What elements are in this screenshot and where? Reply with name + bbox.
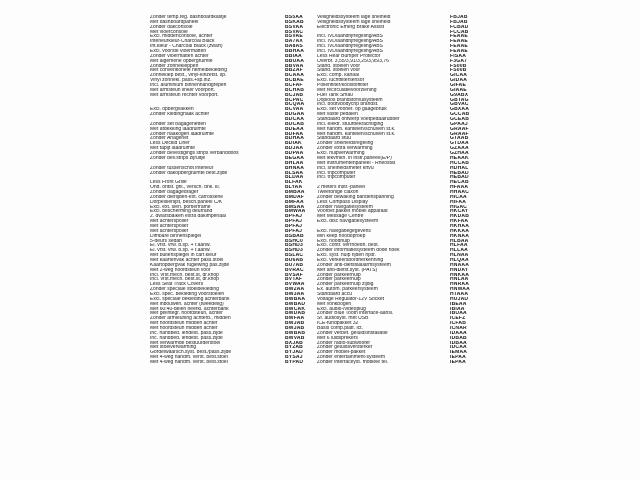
option-code-right: FCCAB — [450, 29, 469, 35]
option-code-right: HLBAA — [450, 238, 469, 244]
option-description-right: Excl. syst. hulp rijden rijstr. — [317, 253, 376, 258]
option-code-right: GIDAA — [450, 78, 468, 84]
option-description-left: Met tapijt laadruimte — [150, 146, 196, 152]
option-code-left: BCQAA — [285, 102, 305, 108]
option-code-right: HIFAA — [450, 199, 466, 205]
option-description-left: Zonder haakogen laadruimte — [150, 131, 214, 137]
option-code-left: BPFAJ — [285, 219, 303, 224]
option-description-right: Veiligheidssysteem lage snelheid — [317, 19, 391, 25]
option-code-left: BMSAA — [285, 204, 305, 210]
option-description-left: 5-deurs sedan — [150, 238, 182, 244]
option-code-right: HEBAD — [450, 170, 469, 176]
option-description-right: Tweetonige claxon — [317, 189, 359, 195]
option-code-right: HCCAB — [450, 160, 470, 166]
option-description-right: Excl. verkeersbordherkenning — [317, 257, 384, 263]
option-description-right: Zonder entertainment-systeem — [317, 355, 386, 361]
option-description-left: Met kaartenvak achter pass.stoel — [150, 257, 224, 263]
option-description-left: Met 2-weg hoofdsteun voor — [150, 267, 211, 273]
option-description-right: Electronic Emerg Brake Assist — [317, 24, 384, 30]
option-description-left: Zonder kledinghaak achter — [150, 112, 210, 118]
option-code-right: HNDAY — [450, 267, 469, 273]
option-description-right: Standaard ontwerp voetpedaalrubber — [317, 117, 400, 122]
option-code-left: BY2AB — [285, 345, 303, 351]
option-description-right: Incl. bodh/bodycrip brandst. — [317, 102, 379, 108]
option-code-right: IDCAA — [450, 345, 467, 351]
option-description-right: Voorber.pakket mobiel apparaat — [317, 209, 388, 215]
option-code-left: BHLAA — [285, 160, 304, 166]
option-description-right: Incl. tripcomputer — [317, 170, 356, 176]
option-code-left: BSLAC — [285, 253, 304, 258]
option-code-left: BBVAA — [285, 63, 304, 69]
option-description-left: Less Front Grille — [150, 180, 187, 186]
option-description-left: Vinyl zonnekl. pass.+sp.inz. — [150, 78, 212, 84]
option-description-left: Met achterspoiler — [150, 219, 189, 224]
option-code-right: HKFAA — [450, 219, 469, 224]
option-code-right: GICAA — [450, 73, 468, 79]
option-description-right: Zonder informatiesysteem dode hoek — [317, 248, 400, 254]
option-description-left: Met algemene opbergruimte — [150, 58, 213, 64]
option-code-right: FBJAB — [450, 19, 468, 25]
option-description-right: Zonder navigatiesysteem — [317, 204, 373, 210]
option-description-left: Zonder vloermatten achter — [150, 53, 209, 59]
option-description-left: Dorpelsierlijst, besch.paneel C/K — [150, 199, 223, 205]
option-description-right: Zonder verbet. geluidsinstallatie — [317, 330, 388, 336]
option-code-right: FBJAB — [450, 15, 468, 20]
option-description-right: Veiligheidssysteem lage snelheid — [317, 15, 391, 20]
option-code-left: BSHD3 — [285, 243, 303, 249]
option-code-right: HNKAA — [450, 272, 470, 278]
option-description-left: Less Seat Track Covers — [150, 282, 204, 288]
option-code-left: BPFAJ — [285, 223, 303, 229]
option-description-left: Int.kleur - Charcoal Black (zwart) — [150, 44, 223, 50]
option-code-right: GCCAB — [450, 112, 470, 118]
option-description-left: Met conventionele hemelbekleding — [150, 68, 227, 74]
option-code-left: BHNAA — [285, 165, 305, 171]
option-code-left: BCJAB — [285, 92, 304, 98]
option-description-left: Excl. middenconsole, achter — [150, 34, 213, 40]
option-description-right: Excl. noodhulp — [317, 238, 350, 244]
option-description-right: Met handm. kantelen/schuiven st.k. — [317, 131, 396, 137]
option-code-right: IBEAA — [450, 301, 467, 307]
option-description-right: Incl. IVD/aandrijfregeling/ABS — [317, 34, 383, 40]
option-code-left: BPFAJ — [285, 214, 303, 220]
option-code-left: BU6AB — [285, 257, 304, 263]
option-code-right: GZHAA — [450, 151, 469, 156]
option-row — [150, 360, 482, 365]
option-description-left: Met 4-weg handm. verst. best.stoel — [150, 355, 228, 361]
option-code-right: HLLAA — [450, 248, 468, 254]
option-description-left: Met armsteun rechter voorport. — [150, 92, 219, 98]
option-code-left: BLYAA — [285, 185, 303, 190]
option-code-left: BSHC0 — [285, 238, 303, 244]
option-code-left: BWVAB — [285, 335, 305, 341]
option-description-left: El. vrst. vrw. b.sp. + r.aanw. — [150, 248, 211, 254]
option-code-left: BYPAD — [285, 360, 304, 365]
option-code-right: HEBAD — [450, 175, 469, 181]
option-description-right: Zonder snelheidsregeling — [317, 141, 374, 147]
option-description-left: 2. dwarsbalken extra dakimperiaal — [150, 214, 226, 220]
option-code-left: BWCAK — [285, 306, 306, 312]
option-code-right: HIGAC — [450, 204, 468, 210]
option-code-left: BDPAA — [285, 151, 304, 156]
option-code-left: BSHD3 — [285, 248, 303, 254]
option-code-right: GIAAE — [450, 87, 467, 93]
option-description-left: Zonder bev.strips zijruitje — [150, 155, 206, 161]
option-description-left: Ond. ontst. gril., versch. dnk. kl. — [150, 185, 221, 190]
option-code-left: BSBAB — [285, 233, 304, 239]
option-description-right: Standaard stuu — [317, 136, 351, 142]
option-code-left: BDFAA — [285, 131, 304, 137]
option-code-left: BDJAA — [285, 146, 304, 152]
option-description-right: Zonder parkeerhulp — [317, 272, 361, 278]
option-description-left: Met hoofdsteun midden achter — [150, 326, 218, 331]
option-code-left: BA7AX — [285, 39, 303, 45]
option-description-left: Zonder dakopbergruimte best.zijde — [150, 170, 228, 176]
option-description-left: Incl. vrst.mech. best.st, dr.knop — [150, 272, 219, 278]
option-code-right: HDHAL — [450, 165, 469, 171]
option-code-left: BA8AS — [285, 44, 303, 50]
option-code-right: FCBAD — [450, 24, 469, 30]
option-description-right: Met vonkbogen — [317, 301, 352, 307]
option-description-left: Incl. vrst.mech. best.st, dr.knop — [150, 277, 219, 283]
option-code-left: BCBAE — [285, 78, 304, 84]
option-code-left: BCHAB — [285, 87, 305, 93]
option-code-right: FEAAE — [450, 44, 468, 50]
option-code-right: FS00B — [450, 68, 467, 74]
option-code-left: BDGAA — [285, 112, 305, 118]
option-description-right: Incl. snelheidsmeter km/u — [317, 165, 374, 171]
option-code-left: BXJAB — [285, 340, 303, 346]
option-description-left: El. vrst. vrw. b.sp. + r.aanw. — [150, 243, 211, 249]
option-code-right: HLQAA — [450, 257, 469, 263]
option-code-left: BPFAJ — [285, 228, 303, 234]
option-description-right: Zonder extra verwarming — [317, 146, 373, 152]
option-description-right: Excl. set voorler. op gaagebruik — [317, 107, 387, 113]
option-description-left: Met 4-weg handm. verst. best.stoel — [150, 360, 228, 365]
option-description-left: Met verwarmde bestuurderstoel — [150, 340, 221, 346]
option-description-right: 2 meters instr.-paneel — [317, 185, 366, 190]
option-description-left: Met gelintegr. hoofdsteun, achter — [150, 311, 223, 317]
option-code-right: HFAAA — [450, 185, 469, 190]
option-description-right: Zonder geluidsversterker — [317, 345, 373, 351]
option-description-left: Gordelwaarsch.syst. best./pass.zijde — [150, 350, 232, 356]
option-description-right: Incl. tripcomputer — [317, 175, 356, 181]
option-description-left: Zonder zonnekleppen — [150, 63, 199, 69]
option-code-left: BCAAA — [285, 73, 305, 79]
option-description-right: Met instrumentenpaneel - Rheostat — [317, 160, 396, 166]
option-description-right: Excl. contr. verrnoedh. best. — [317, 243, 379, 249]
option-code-right: IBUAA — [450, 311, 467, 317]
option-description-right: Less Compass Display — [317, 199, 368, 205]
option-code-left: BDHAA — [285, 136, 305, 142]
option-code-list — [150, 15, 482, 365]
option-code-right: GCEAB — [450, 117, 470, 122]
option-description-right: Voltage Regulator-12V Socket — [317, 296, 384, 302]
option-code-left: BSKAB — [285, 19, 304, 25]
option-code-right: GIFAE — [450, 83, 467, 88]
option-code-right: HKDAB — [450, 214, 470, 220]
option-description-left: Met vloerconsole — [150, 29, 188, 35]
option-code-left: BVRAC — [285, 267, 304, 273]
option-code-left: BBZAF — [285, 68, 303, 74]
option-description-left: Incl. aluminium binnenhandgrepen — [150, 83, 227, 88]
option-code-left: BWDAB — [285, 311, 306, 317]
option-code-left: BWJAB — [285, 321, 305, 326]
option-code-left: BCVAA — [285, 107, 304, 113]
option-description-right: Incl. IVD/aandrijfregeling/ABS — [317, 49, 383, 54]
option-code-left: BCPAC — [285, 97, 304, 103]
option-description-left: Excl. voorste vloermatten — [150, 49, 207, 54]
option-description-right: Dopioos brandstofvulsysteem — [317, 97, 383, 103]
option-description-left: Met achterspoiler — [150, 228, 189, 234]
option-description-right: Zonder Blue Tooth interface-aansl. — [317, 311, 394, 317]
option-code-right: IBIAA — [450, 306, 465, 312]
option-description-right: Pollenfilter/koolstoffilter — [317, 83, 369, 88]
option-description-right: Ex. autom. parkeersysteem — [317, 287, 378, 292]
option-description-left: Met inbouwen. achter (tweedelig) — [150, 301, 224, 307]
option-code-left: BU7AB — [285, 262, 304, 268]
option-code-right: HLNAA — [450, 253, 469, 258]
option-description-left: Interieurkleur-Charcoal Black — [150, 39, 215, 45]
option-description-left: Inc. handbed. lendest. pass.zijde — [150, 335, 223, 341]
option-code-left: BSVAA — [285, 24, 304, 30]
option-description-right: Met Message Centre — [317, 214, 364, 220]
option-description-right: Incl. IVD/aandrijfregeling/ABS — [317, 44, 383, 50]
option-code-right: GBVAC — [450, 102, 469, 108]
option-description-right: Stand. stoelen voor — [317, 63, 361, 69]
option-code-right: IDBAB — [450, 335, 467, 341]
option-description-left: Met 60:40-delen neerkl. achterbank — [150, 306, 229, 312]
option-description-right: Met handm. kantelen/schuiven st.k. — [317, 126, 396, 132]
option-code-right: GTDAA — [450, 141, 469, 147]
option-code-left: BYJAD — [285, 350, 303, 356]
option-code-right: ICNAR — [450, 326, 467, 331]
option-code-left: BWFAA — [285, 316, 305, 322]
option-description-left: Zonder bagagedrager — [150, 189, 199, 195]
option-description-left: Zonder dakconsole — [150, 24, 193, 30]
option-code-left: BVSAF — [285, 272, 303, 278]
option-description-right: Zonder parkeerhulp zijdig — [317, 282, 374, 288]
option-code-right: HLFAA — [450, 243, 468, 249]
option-description-right: Zonder radio-subwoofer — [317, 340, 371, 346]
option-code-left: BDCAB — [285, 121, 305, 127]
option-description-left: Zonder temp.reg. dashboardkastje — [150, 15, 227, 20]
option-code-left: BWBAA — [285, 296, 306, 302]
option-description-left: Met afdekking laadruimte — [150, 126, 206, 132]
option-code-right: IEMAA — [450, 350, 468, 356]
option-description-right: Excl. audio-/videoplug — [317, 306, 366, 312]
option-description-left: Met armsteun linker voorport. — [150, 87, 216, 93]
option-code-right: F3GA7 — [450, 58, 468, 64]
option-description-left: Met hoofdsteun midden achter — [150, 321, 218, 326]
option-description-left: Met dashboardpaneel — [150, 19, 199, 25]
option-code-right: HNWAA — [450, 287, 470, 292]
option-description-right: Met recirculatievoorziening — [317, 87, 377, 93]
option-code-right: GBXAA — [450, 107, 470, 113]
option-code-right: HTAAA — [450, 291, 469, 297]
option-description-right: Less Rear Bumper Protector — [317, 53, 381, 59]
option-description-left: Zonder speciale stoelbekleding — [150, 287, 219, 292]
option-code-left: BBUAA — [285, 58, 305, 64]
option-description-left: Zonder tussenschot interieur — [150, 165, 214, 171]
option-code-left: BVWAA — [285, 282, 305, 288]
option-description-right: Incl. elektr. stuurbekrachtiging — [317, 121, 384, 127]
option-code-left: BW3AA — [285, 291, 305, 297]
option-code-right: ICFAB — [450, 321, 466, 326]
option-code-right: G9ABX — [450, 92, 469, 98]
option-code-right: HNLAA — [450, 277, 469, 283]
option-code-left: BMWAA — [285, 209, 306, 215]
option-description-left: Met stoelverwarming — [150, 345, 197, 351]
option-code-left: BLFAK — [285, 180, 303, 186]
option-code-left: BVTAF — [285, 277, 303, 283]
option-description-right: Sf. audiosyst. met USB — [317, 316, 369, 322]
option-description-left: Excl. opbergvakken — [150, 107, 194, 113]
option-description-left: Excl. speciale bekleding achterbank — [150, 296, 230, 302]
option-code-right: ICEFZ — [450, 316, 466, 322]
option-description-left: Zonder dierlijden-ext. carrosserie — [150, 194, 224, 200]
option-description-left: Dimbare binnenspiegel — [150, 233, 202, 239]
option-description-left: Met achterspoiler — [150, 223, 189, 229]
option-code-left: BBIAA — [285, 53, 302, 59]
option-description-right: Zonder mobiel-pakket — [317, 350, 366, 356]
option-description-right: Excl. comp. kanaal — [317, 73, 359, 79]
option-description-right: Min keep noodoproep — [317, 233, 366, 239]
option-code-left: BS5AA — [285, 15, 303, 20]
option-description-left: Zonder bevestigings strips verbanddoos — [150, 151, 239, 156]
option-code-right: GZAAA — [450, 146, 469, 152]
option-description-right: Excl. disc navigatiesysteem — [317, 219, 379, 224]
option-code-right: GRAAF — [450, 126, 469, 132]
option-code-right: HUJAD — [450, 296, 469, 302]
option-code-left: BYSAJ — [285, 355, 303, 361]
option-code-right: HNAAA — [450, 262, 470, 268]
option-code-right: FISAA — [450, 53, 466, 59]
option-description-left: Zonder Anagenet — [150, 136, 189, 142]
option-code-left: BWBAB — [285, 330, 306, 336]
option-description-right: Met 6 luidsprekers — [317, 335, 358, 341]
option-code-right: HECAB — [450, 180, 469, 186]
option-description-left: Excl. bescherming deurrand — [150, 209, 213, 215]
option-code-right: IDBAA — [450, 340, 467, 346]
option-code-left: BLDAA — [285, 175, 304, 181]
option-code-right: FEAAE — [450, 34, 468, 40]
option-code-right: HKHAA — [450, 223, 470, 229]
option-code-left: BSVAE — [285, 34, 303, 40]
option-code-left: BMBAA — [285, 189, 305, 195]
option-code-right: GPAAJ — [450, 121, 468, 127]
option-description-right: Stand. stoelen voor — [317, 68, 361, 74]
option-code-left: BWJAB — [285, 326, 305, 331]
option-code-left: BLSAA — [285, 170, 304, 176]
option-description-right: Zonder parkeerhulp — [317, 277, 361, 283]
option-description-right: Incl. IVD/aandrijfregeling/ABS — [317, 39, 383, 45]
option-description-right: Zonder interfaceyst. mobiele tel. — [317, 360, 389, 365]
option-description-left: Less Deckid Liner — [150, 141, 190, 147]
option-code-left: BDEAA — [285, 126, 304, 132]
option-description-left: Excl. ext. sierl. portierframe — [150, 204, 211, 210]
option-description-right: Met vaste pedalen — [317, 112, 358, 118]
option-code-left: BDIAK — [285, 141, 302, 147]
option-code-left: BBHAA — [285, 49, 305, 54]
option-code-left: BEGAA — [285, 155, 305, 161]
option-description-right: Basis comp.platf. ict. — [317, 326, 363, 331]
option-description-left: Zonder set bagagenetten — [150, 121, 206, 127]
option-code-right: HKKAA — [450, 228, 470, 234]
option-description-right: Excl. navigatiegegevens — [317, 228, 371, 234]
option-code-right: IEPAA — [450, 355, 466, 361]
option-code-right: GBTAG — [450, 97, 469, 103]
option-description-left: Inc. handbed. lendest. pass.zijde — [150, 330, 223, 336]
option-code-left: BDCAA — [285, 117, 305, 122]
option-code-right: GTAAB — [450, 136, 469, 142]
option-code-right: HHAAC — [450, 189, 470, 195]
option-code-right: FS00B — [450, 63, 467, 69]
option-code-right: HEAAK — [450, 155, 469, 161]
option-code-left: BMFAA — [285, 199, 304, 205]
option-description-right: Excl. luchtfiltersensor — [317, 78, 365, 84]
option-code-right: HKCAY — [450, 209, 469, 215]
option-description-left: Kaartopbergvak ruglewing pas.zijde — [150, 262, 230, 268]
option-code-left: BMDAF — [285, 194, 305, 200]
option-description-right: Met anti-diefst.syst. (PATS) — [317, 267, 378, 273]
option-code-left: BCFAF — [285, 83, 303, 88]
option-description-right: Fuel Tank Sma0 — [317, 92, 354, 98]
option-code-left: BSVAC — [285, 29, 304, 35]
option-code-right: HKNAA — [450, 233, 470, 239]
option-code-left: BWBAD — [285, 301, 306, 307]
option-description-right: Met lekvrnkh. in instr.paneel/(E/P) — [317, 155, 392, 161]
option-description-left: Zonneklep best., vinyl-kinzetst. sp. — [150, 73, 227, 79]
option-code-right: IDAAA — [450, 330, 467, 336]
option-description-right: Standaard accu — [317, 291, 353, 297]
option-code-right: FEAAE — [450, 39, 468, 45]
option-description-left: Zonder armleuning achterb., midden — [150, 316, 231, 322]
option-description-right: Excl. hulpverwarming — [317, 151, 365, 156]
option-code-right: GRAAF — [450, 131, 469, 137]
option-code-right: HICAA — [450, 194, 467, 200]
option-code-right: IEPAA — [450, 360, 466, 365]
option-description-right: ICE-fundpakket 32 — [317, 321, 359, 326]
option-description-left: Excl. spec. bekleding voorstoelen — [150, 291, 225, 297]
option-code-left: BW2AA — [285, 287, 305, 292]
option-description-right: Zonder bewaking bandenspanning — [317, 194, 394, 200]
option-code-right: HNRAA — [450, 282, 470, 288]
option-code-right: FEAAE — [450, 49, 468, 54]
option-description-left: Met buitenspiegel in carr.kleur — [150, 253, 217, 258]
option-description-right: Zonder anti-diefstalalarmsysteem — [317, 262, 391, 268]
option-description-right: Overbr. 3,55/3,91/3,25/3,95/3,76 — [317, 58, 389, 64]
